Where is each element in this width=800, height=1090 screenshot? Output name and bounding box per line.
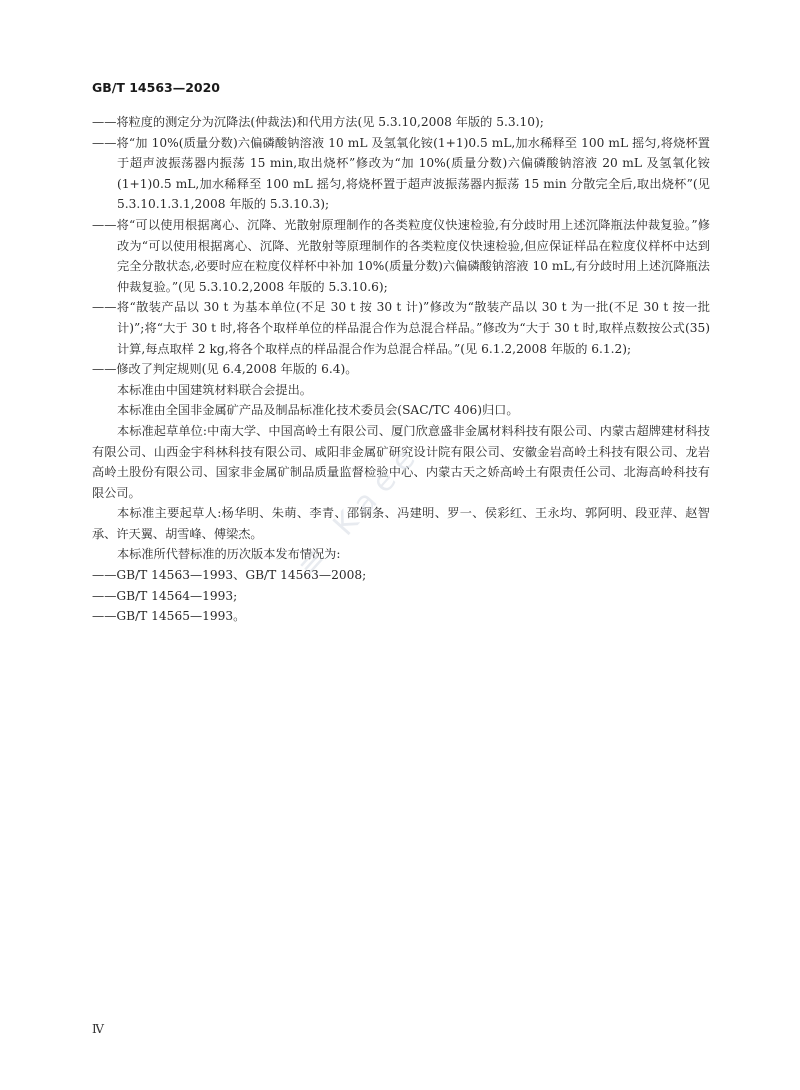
replaced-version-item: ——GB/T 14565—1993。 [92, 609, 246, 624]
page-number: Ⅳ [92, 1022, 104, 1036]
replaced-version-item: ——GB/T 14564—1993; [92, 588, 238, 603]
drafters-paragraph: 本标准主要起草人:杨华明、朱萌、李青、邵钢条、冯建明、罗一、侯彩红、王永均、郭阿明、段亚萍、赵智承、许天翼、胡雪峰、傅梁杰。 [92, 506, 710, 541]
replaced-intro-paragraph: 本标准所代替标准的历次版本发布情况为: [117, 547, 341, 562]
change-item: ——将粒度的测定分为沉降法(仲裁法)和代用方法(见 5.3.10,2008 年版的 5.3.10); [92, 115, 544, 129]
proposed-by-paragraph: 本标准由中国建筑材料联合会提出。 [117, 382, 312, 397]
watermark: ≡ Kaee [290, 434, 430, 584]
change-item: ——将“可以使用根据离心、沉降、光散射原理制作的各类粒度仪快速检验,有分歧时用上述沉降瓶法仲裁复验。”修改为“可以使用根据离心、沉降、光散射等原理制作的各类粒度仪快速检验,但应保证样品在粒度仪样杯中达到完全分散状态,必要时应在粒度仪样杯中补加 10%(质量分数)六偏磷酸钠溶液 10 mL,有分歧时用上述沉降瓶法仲裁复验。”(见 5.3.10.2,2008 年版的 5.3.10.6); [92, 217, 710, 294]
standard-code-header: GB/T 14563—2020 [92, 80, 221, 95]
replaced-version-item: ——GB/T 14563—1993、GB/T 14563—2008; [92, 568, 367, 583]
document-body [92, 112, 710, 627]
change-item: ——将“散装产品以 30 t 为基本单位(不足 30 t 按 30 t 计)”修改为“散装产品以 30 t 为一批(不足 30 t 按一批计)”;将“大于 30 t 时,将各个取样单位的样品混合作为总混合样品。”修改为“大于 30 t 时,取样点数按公式(35)计算,每点取样 2 kg,将各个取样点的样品混合作为总混合样品。”(见 6.1.2,2008 年版的 6.1.2); [92, 300, 710, 356]
change-item: ——修改了判定规则(见 6.4,2008 年版的 6.4)。 [92, 362, 358, 377]
change-item: ——将“加 10%(质量分数)六偏磷酸钠溶液 10 mL 及氢氧化铵(1+1)0.5 mL,加水稀释至 100 mL 摇匀,将烧杯置于超声波振荡器内振荡 15 min,取出烧杯”修改为“加 10%(质量分数)六偏磷酸钠溶液 20 mL 及氢氧化铵(1+1)0.5 mL,加水稀释至 100 mL 摇匀,将烧杯置于超声波振荡器内振荡 15 min 分散完全后,取出烧杯”(见 5.3.10.1.3.1,2008 年版的 5.3.10.3); [92, 135, 710, 212]
centralized-by-paragraph: 本标准由全国非金属矿产品及制品标准化技术委员会(SAC/TC 406)归口。 [117, 403, 519, 418]
drafting-units-paragraph: 本标准起草单位:中南大学、中国高岭土有限公司、厦门欣意盛非金属材料科技有限公司、内蒙古超牌建材科技有限公司、山西金宇科林科技有限公司、咸阳非金属矿研究设计院有限公司、安徽金岩高岭土科技有限公司、龙岩高岭土股份有限公司、国家非金属矿制品质量监督检验中心、内蒙古天之娇高岭土有限责任公司、北海高岭科技有限公司。 [92, 423, 710, 500]
